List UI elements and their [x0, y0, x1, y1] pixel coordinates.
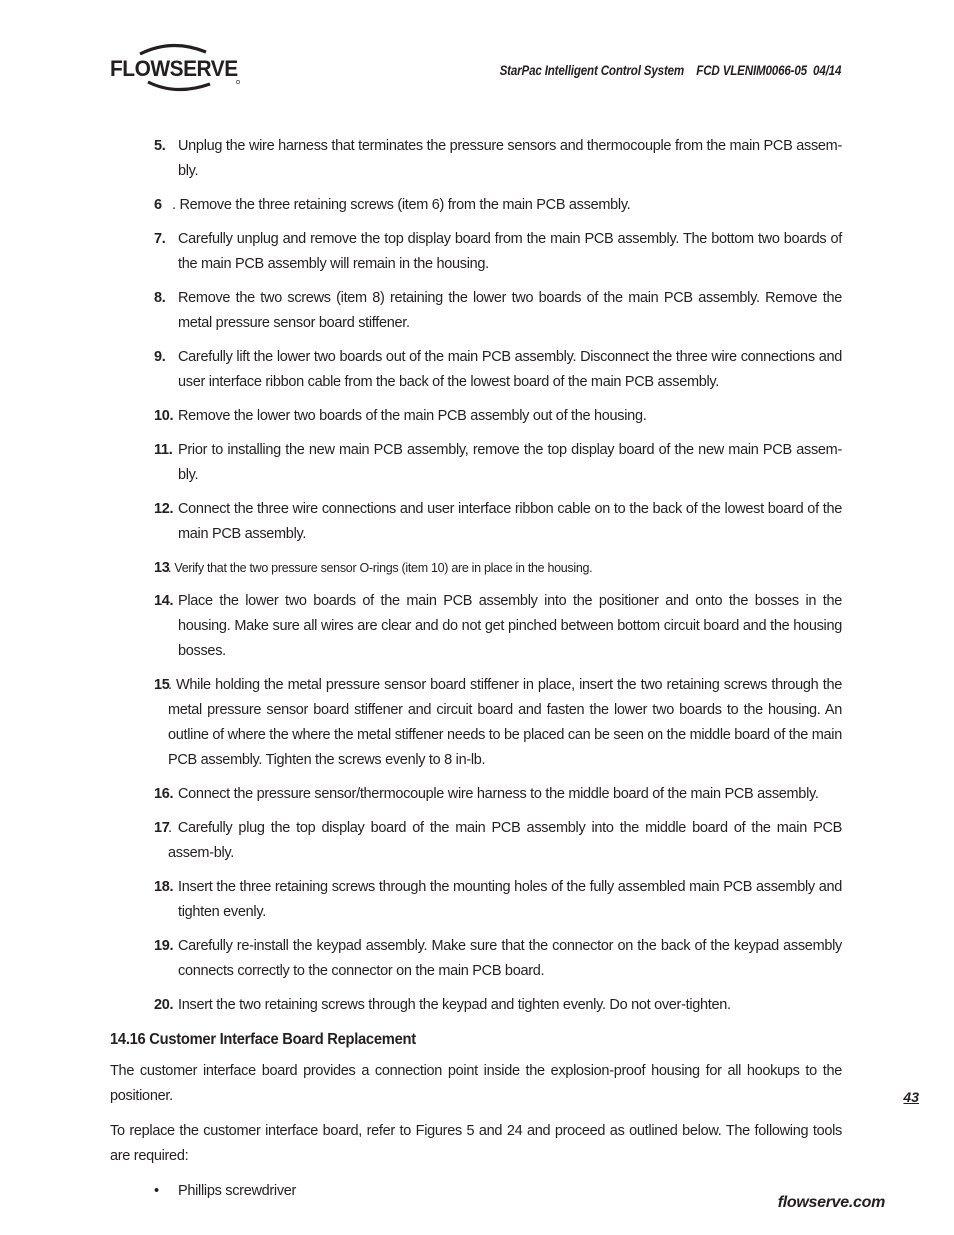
step-text: . Carefully plug the top display board of the main PCB assembly into the middle board of the main PCB assem-bly. [168, 820, 842, 861]
step-number: 7. [154, 231, 166, 247]
step-number: 10. [154, 408, 174, 424]
step-number: 9. [154, 349, 166, 365]
footer-url[interactable]: flowserve.com [777, 1194, 885, 1211]
step-text: Carefully re-install the keypad assembly. Make sure that the connector on the back of the keypad assembly connects correctly to the connector on the main PCB board. [178, 938, 842, 979]
step-item [110, 673, 842, 773]
step-number: 13 [154, 560, 170, 576]
document-title: StarPac Intelligent Control System FCD VLENIM0066-05 04/14 [499, 63, 841, 78]
step-text: Place the lower two boards of the main PCB assembly into the positioner and onto the bosses in the housing. Make sure all wires are clear and do not get pinched between bottom circuit board and the housing bosses. [178, 593, 842, 659]
section-paragraph: The customer interface board provides a connection point inside the explosion-proof housing for all hookups to the positioner. [110, 1063, 842, 1104]
step-text: Insert the three retaining screws through the mounting holes of the fully assembled main PCB assembly and tighten evenly. [178, 879, 842, 920]
step-item [110, 438, 842, 488]
step-text: Connect the pressure sensor/thermocouple wire harness to the middle board of the main PCB assembly. [178, 786, 819, 802]
step-text: Carefully unplug and remove the top display board from the main PCB assembly. The bottom two boards of the main PCB assembly will remain in the housing. [178, 231, 842, 272]
step-item [110, 816, 842, 866]
bullet-icon: • [154, 1183, 159, 1199]
step-text: Unplug the wire harness that terminates the pressure sensors and thermocouple from the main PCB assem-bly. [178, 138, 842, 179]
step-number: 15 [154, 677, 170, 693]
step-number: 8. [154, 290, 166, 306]
step-item [110, 556, 842, 581]
step-item [110, 782, 842, 807]
logo-text: FLOWSERVE [110, 56, 238, 81]
step-number: 14. [154, 593, 174, 609]
step-item [110, 497, 842, 547]
step-number: 18. [154, 879, 174, 895]
step-text: Connect the three wire connections and user interface ribbon cable on to the back of the lowest board of the main PCB assembly. [178, 501, 842, 542]
step-number: 16. [154, 786, 174, 802]
step-text: Carefully lift the lower two boards out of the main PCB assembly. Disconnect the three wire connections and user interface ribbon cable from the back of the lowest board of the main PCB assembly. [178, 349, 842, 390]
step-number: 5. [154, 138, 166, 154]
step-number: 6 [154, 197, 162, 213]
step-item [110, 345, 842, 395]
page-number: 43 [903, 1089, 919, 1105]
step-item [110, 404, 842, 429]
step-number: 17 [154, 820, 170, 836]
step-number: 20. [154, 997, 174, 1013]
step-item [110, 934, 842, 984]
step-item [110, 227, 842, 277]
section-heading: 14.16 Customer Interface Board Replacement [110, 1031, 416, 1048]
step-number: 11. [154, 442, 173, 458]
step-item [110, 875, 842, 925]
step-text: . Remove the three retaining screws (item 6) from the main PCB assembly. [172, 197, 631, 213]
step-text: . Verify that the two pressure sensor O-rings (item 10) are in place in the housing. [168, 561, 593, 575]
flowserve-logo [110, 40, 250, 100]
step-item [110, 193, 842, 218]
step-text: Prior to installing the new main PCB assembly, remove the top display board of the new main PCB assem-bly. [178, 442, 842, 483]
step-item [110, 993, 842, 1018]
bullet-text: Phillips screwdriver [178, 1183, 297, 1199]
step-text: Remove the two screws (item 8) retaining the lower two boards of the main PCB assembly. Remove the metal pressure sensor board stiffener. [178, 290, 842, 331]
page-content [110, 134, 842, 1204]
step-text: . While holding the metal pressure sensor board stiffener in place, insert the two retaining screws through the metal pressure sensor board stiffener and circuit board and fasten the lower two boards to the housing. An outline of where the where the metal stiffener needs to be placed can be seen on the middle board of the main PCB assembly. Tighten the screws evenly to 8 in-lb. [168, 677, 842, 768]
step-text: Remove the lower two boards of the main PCB assembly out of the housing. [178, 408, 647, 424]
bullet-item [110, 1179, 842, 1204]
step-number: 12. [154, 501, 174, 517]
section-paragraph: To replace the customer interface board, refer to Figures 5 and 24 and proceed as outlined below. The following tools are required: [110, 1123, 842, 1164]
step-item [110, 286, 842, 336]
step-item [110, 134, 842, 184]
step-number: 19. [154, 938, 174, 954]
step-text: Insert the two retaining screws through the keypad and tighten evenly. Do not over-tighten. [178, 997, 731, 1013]
step-item [110, 589, 842, 664]
